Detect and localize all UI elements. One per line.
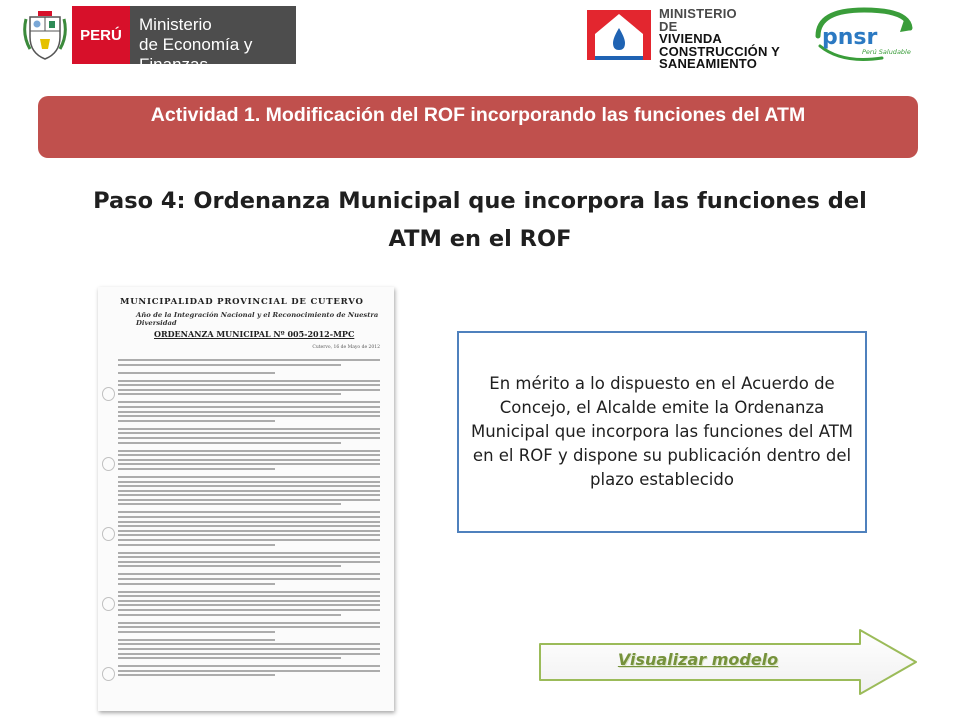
mef-country-label: PERÚ (72, 6, 130, 64)
step-title (40, 182, 920, 258)
mvcs-line-5: SANEAMIENTO (659, 56, 758, 72)
stamp-mark (102, 527, 115, 541)
pnsr-logo (812, 6, 916, 66)
mvcs-line-3: VIVIENDA (659, 31, 723, 47)
explanation-box (457, 331, 867, 533)
mvcs-line-2: DE (659, 18, 678, 34)
view-model-button[interactable] (538, 628, 918, 696)
mef-ministry-line2: de Economía y Finanzas (139, 35, 253, 74)
step-title-line1: Paso 4: Ordenanza Municipal que incorpora las funciones del (93, 188, 867, 214)
view-model-label[interactable]: Visualizar modelo (617, 650, 779, 669)
ordinance-document-image (98, 287, 394, 711)
explanation-text: En mérito a lo dispuesto en el Acuerdo de Concejo, el Alcalde emite la Ordenanza Municipal que incorpora las funciones del ATM en el ROF y dispone su publicación dentro del plazo establecido (470, 374, 854, 489)
mef-ministry-name (130, 6, 296, 74)
step-title-line2: ATM en el ROF (388, 226, 572, 252)
document-body-text (118, 355, 380, 679)
document-margin-stamps (102, 347, 116, 707)
mvcs-line-1: MINISTERIO (659, 6, 737, 21)
stamp-mark (102, 457, 115, 471)
mef-logo (18, 6, 296, 74)
stamp-mark (102, 667, 115, 681)
document-motto: Año de la Integración Nacional y el Reconocimiento de Nuestra Diversidad (136, 311, 379, 327)
document-heading: MUNICIPALIDAD PROVINCIAL DE CUTERVO (120, 297, 364, 307)
mef-ministry-line1: Ministerio (139, 15, 212, 34)
mvcs-house-icon (585, 6, 653, 62)
mvcs-logo (585, 6, 803, 72)
stamp-mark (102, 387, 115, 401)
document-date: Cutervo, 16 de Mayo de 2012 (312, 345, 380, 350)
activity-banner: Actividad 1. Modificación del ROF incorporando las funciones del ATM (38, 96, 918, 158)
peru-coat-of-arms-icon (18, 6, 72, 64)
document-ordinance-number: ORDENANZA MUNICIPAL Nº 005-2012-MPC (154, 329, 355, 339)
mvcs-line-4: CONSTRUCCIÓN Y (659, 43, 781, 59)
pnsr-tagline: Perú Saludable (862, 48, 911, 56)
mvcs-ministry-name (653, 6, 803, 72)
pnsr-wordmark: pnsr (822, 25, 878, 50)
stamp-mark (102, 597, 115, 611)
